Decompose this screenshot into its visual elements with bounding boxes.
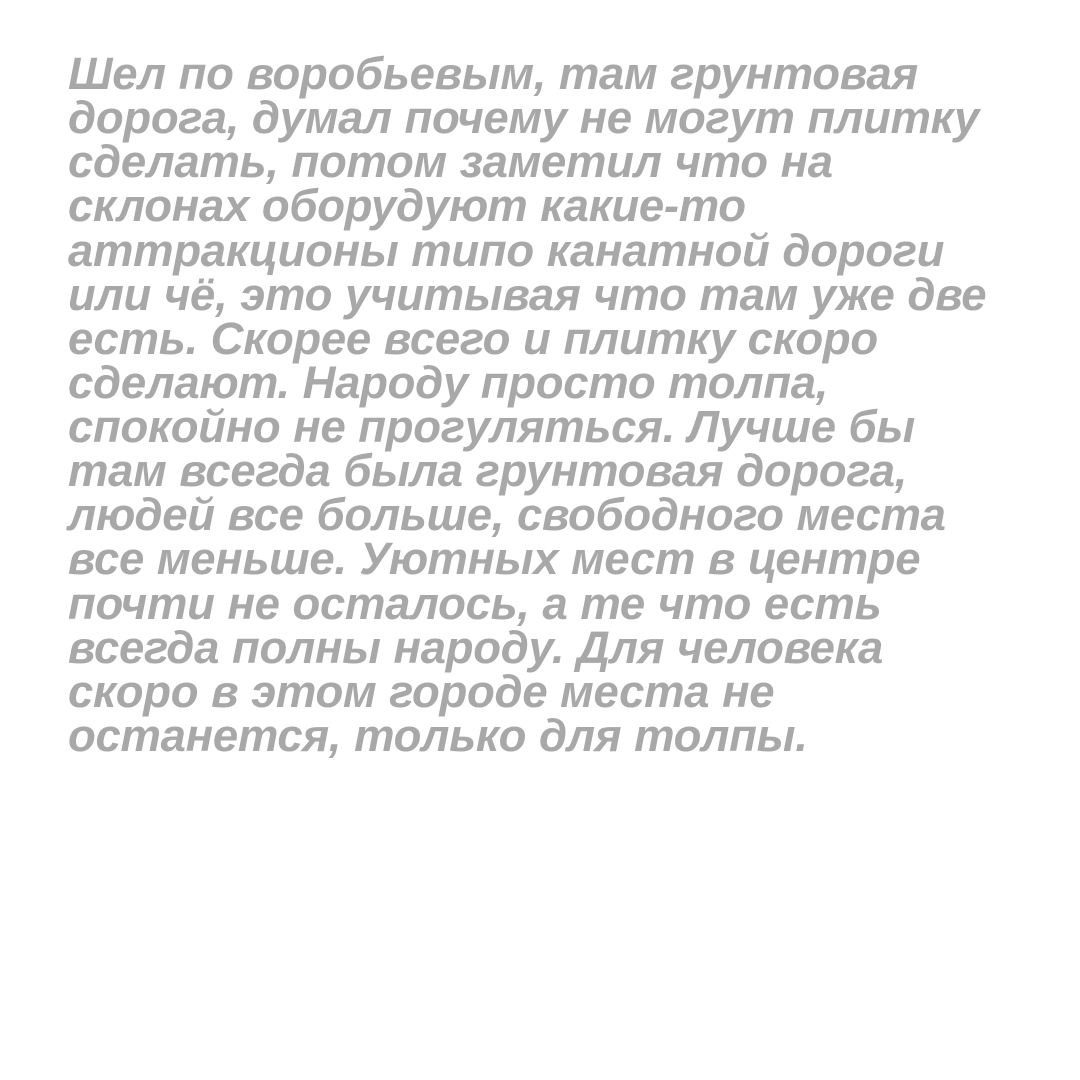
quote-body-text: Шел по воробьевым, там грунтовая дорога, думал почему не могут плитку сделать, потом заметил что на склонах оборудуют какие-то аттракционы типо канатной дороги или чё, это учитывая что там уже две есть. Скорее всего и плитку скоро сделают. Народу просто толпа, спокойно не прогуляться. Лучше бы там всегда была грунтовая дорога, людей все больше, свободного места все меньше. Уютных мест в центре почти не осталось, а те что есть всегда полны народу. Для человека скоро в этом городе места не останется, только для толпы. — [68, 48, 1000, 761]
quote-text-block — [68, 48, 1020, 761]
